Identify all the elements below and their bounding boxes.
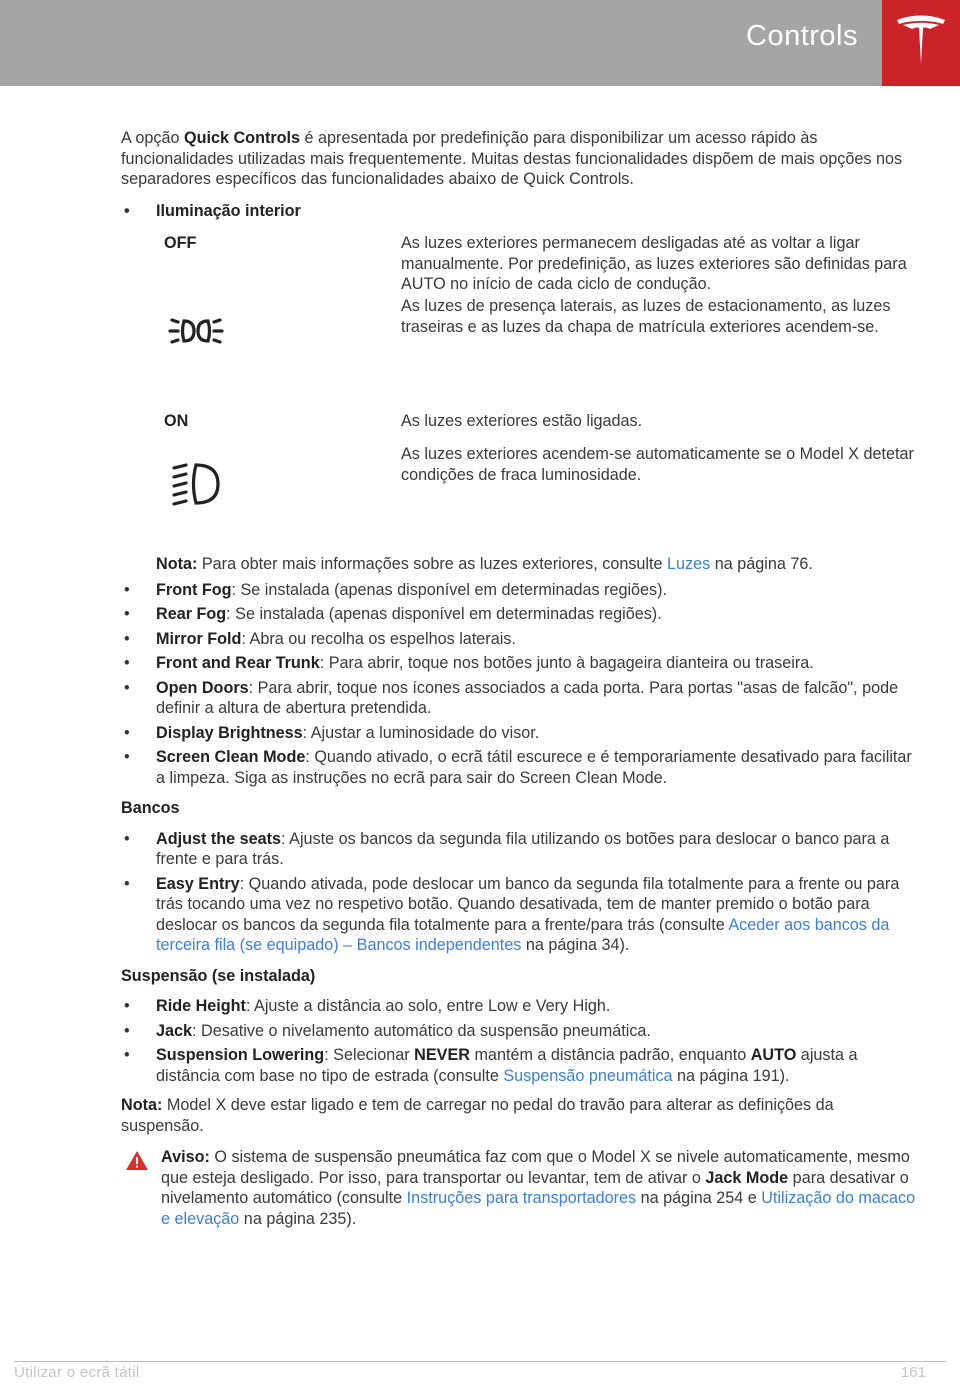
auto-description: As luzes exteriores acendem-se automaticamente se o Model X detetar condições de fraca luminosidade. bbox=[401, 445, 914, 484]
lighting-row-on bbox=[156, 411, 916, 444]
off-label: OFF bbox=[164, 234, 197, 252]
control-text: : Abra ou recolha os espelhos laterais. bbox=[241, 629, 516, 648]
lighting-note bbox=[121, 554, 916, 575]
jack-mode-term: Jack Mode bbox=[705, 1168, 789, 1187]
lowering-text-a: : Selecionar bbox=[324, 1046, 415, 1064]
control-item bbox=[121, 747, 916, 788]
lighting-bullet bbox=[121, 201, 916, 222]
suspension-lowering-item bbox=[121, 1045, 916, 1086]
control-item bbox=[121, 580, 916, 601]
auto-term: AUTO bbox=[750, 1046, 797, 1064]
easy-entry-term: Easy Entry bbox=[156, 874, 240, 893]
third-row-seats-link[interactable]: Aceder aos bancos da terceira fila (se equipado) – Bancos independentes bbox=[156, 915, 890, 954]
lowering-text-c: ajusta a distância com base no tipo de estrada (consulte bbox=[156, 1046, 858, 1085]
control-text: : Se instalada (apenas disponível em determinadas regiões). bbox=[231, 580, 668, 599]
ride-height-term: Ride Height bbox=[156, 997, 246, 1015]
jacking-lifting-link[interactable]: Utilização do macaco e elevação bbox=[161, 1189, 916, 1228]
adjust-seats-text: : Ajuste os bancos da segunda fila utilizando os botões para deslocar o banco para a frente e para trás. bbox=[156, 829, 890, 868]
control-term: Display Brightness bbox=[156, 723, 303, 742]
note-label: Nota: bbox=[156, 555, 198, 573]
control-item bbox=[121, 629, 916, 650]
adjust-seats-term: Adjust the seats bbox=[156, 829, 282, 848]
control-term: Mirror Fold bbox=[156, 629, 242, 648]
jack-item bbox=[121, 1021, 916, 1042]
note-label: Nota: bbox=[121, 1096, 163, 1114]
control-item bbox=[121, 653, 916, 674]
air-suspension-link[interactable]: Suspensão pneumática bbox=[503, 1066, 673, 1085]
footer-section-title: Utilizar o ecrã tátil bbox=[14, 1364, 140, 1381]
intro-text-2: é apresentada por predefinição para disponibilizar um acesso rápido às funcionalidades utilizadas mais frequentemente. Muitas destas funcionalidades dispõem de mais opções nos separadores específicos das funcionalidades abaixo de Quick Controls. bbox=[121, 129, 903, 188]
control-text: : Para abrir, toque nos ícones associados a cada porta. Para portas "asas de falcão", pode definir a altura de abertura pretendida. bbox=[156, 678, 899, 717]
note-text: Para obter mais informações sobre as luzes exteriores, consulte bbox=[197, 555, 668, 573]
suspension-note bbox=[121, 1095, 916, 1136]
warning-text-3: na página 254 e bbox=[636, 1189, 762, 1207]
jack-text: : Desative o nivelamento automático da suspensão pneumática. bbox=[192, 1021, 651, 1040]
lowering-term: Suspension Lowering bbox=[156, 1046, 325, 1064]
never-term: NEVER bbox=[414, 1046, 470, 1064]
easy-entry-end: na página 34). bbox=[521, 936, 630, 954]
ride-height-item bbox=[121, 996, 916, 1017]
lowering-end: na página 191). bbox=[672, 1066, 790, 1085]
warning-icon bbox=[125, 1150, 149, 1171]
lighting-row-parking bbox=[156, 296, 916, 411]
control-term: Rear Fog bbox=[156, 605, 227, 623]
parking-lights-icon bbox=[168, 312, 228, 352]
warning-text-2: para desativar o nivelamento automático (consulte bbox=[161, 1168, 909, 1207]
warning-block bbox=[121, 1147, 916, 1229]
tesla-logo-box bbox=[882, 0, 960, 86]
control-term: Front Fog bbox=[156, 580, 232, 599]
luzes-link[interactable]: Luzes bbox=[667, 555, 711, 573]
control-term: Screen Clean Mode bbox=[156, 748, 306, 766]
lighting-table bbox=[156, 233, 916, 554]
seats-heading: Bancos bbox=[121, 799, 180, 817]
warning-label: Aviso: bbox=[161, 1148, 210, 1166]
control-item bbox=[121, 604, 916, 625]
control-text: : Ajustar a luminosidade do visor. bbox=[302, 723, 540, 742]
on-description: As luzes exteriores estão ligadas. bbox=[401, 412, 643, 430]
lowering-text-b: mantém a distância padrão, enquanto bbox=[469, 1046, 751, 1064]
control-text: : Para abrir, toque nos botões junto à bagageira dianteira ou traseira. bbox=[319, 654, 814, 672]
seats-easy-entry-item bbox=[121, 874, 916, 956]
suspension-note-text: Model X deve estar ligado e tem de carregar no pedal do travão para alterar as definições da suspensão. bbox=[121, 1096, 834, 1135]
main-content bbox=[121, 128, 916, 1229]
control-item bbox=[121, 723, 916, 744]
control-term: Front and Rear Trunk bbox=[156, 654, 320, 672]
page-number: 161 bbox=[900, 1364, 926, 1381]
lighting-row-auto bbox=[156, 444, 916, 554]
page-title: Controls bbox=[746, 20, 858, 52]
lighting-title: Iluminação interior bbox=[156, 201, 301, 220]
suspension-heading: Suspensão (se instalada) bbox=[121, 966, 316, 985]
easy-entry-text: : Quando ativada, pode deslocar um banco da segunda fila totalmente para a frente ou para trás tocando uma vez no respetivo botão. Quando desativada, tem de manter premido o botão para deslocar os bancos da segunda fila totalmente para a frente/para trás (consulte bbox=[156, 874, 900, 934]
control-term: Open Doors bbox=[156, 678, 249, 697]
intro-paragraph bbox=[121, 128, 916, 190]
intro-text: A opção bbox=[121, 129, 185, 147]
control-text: : Se instalada (apenas disponível em determinadas regiões). bbox=[226, 605, 662, 623]
quick-controls-term: Quick Controls bbox=[184, 129, 301, 147]
on-label: ON bbox=[164, 412, 189, 430]
footer-divider bbox=[14, 1361, 946, 1362]
headlight-icon bbox=[168, 460, 228, 510]
off-description: As luzes exteriores permanecem desligadas até as voltar a ligar manualmente. Por predefinição, as luzes exteriores são definidas para AUTO no início de cada ciclo de condução. bbox=[401, 234, 907, 293]
tesla-logo-icon bbox=[894, 14, 948, 70]
transport-instructions-link[interactable]: Instruções para transportadores bbox=[406, 1189, 637, 1207]
warning-text-1: O sistema de suspensão pneumática faz com que o Model X se nivele automaticamente, mesmo que esteja desligado. Por isso, para transportar ou levantar, tem de ativar o bbox=[161, 1148, 910, 1187]
lighting-row-off bbox=[156, 233, 916, 296]
page-header bbox=[0, 0, 960, 86]
seats-adjust-item bbox=[121, 829, 916, 870]
control-item bbox=[121, 678, 916, 719]
jack-term: Jack bbox=[156, 1021, 193, 1040]
parking-description: As luzes de presença laterais, as luzes de estacionamento, as luzes traseiras e as luzes da chapa de matrícula exteriores acendem-se. bbox=[401, 297, 891, 336]
warning-text-4: na página 235). bbox=[239, 1209, 357, 1228]
note-end: na página 76. bbox=[710, 555, 813, 573]
control-text: : Quando ativado, o ecrã tátil escurece e é temporariamente desativado para facilitar a limpeza. Siga as instruções no ecrã para sair do Screen Clean Mode. bbox=[156, 748, 912, 787]
ride-height-text: : Ajuste a distância ao solo, entre Low e Very High. bbox=[245, 997, 611, 1015]
